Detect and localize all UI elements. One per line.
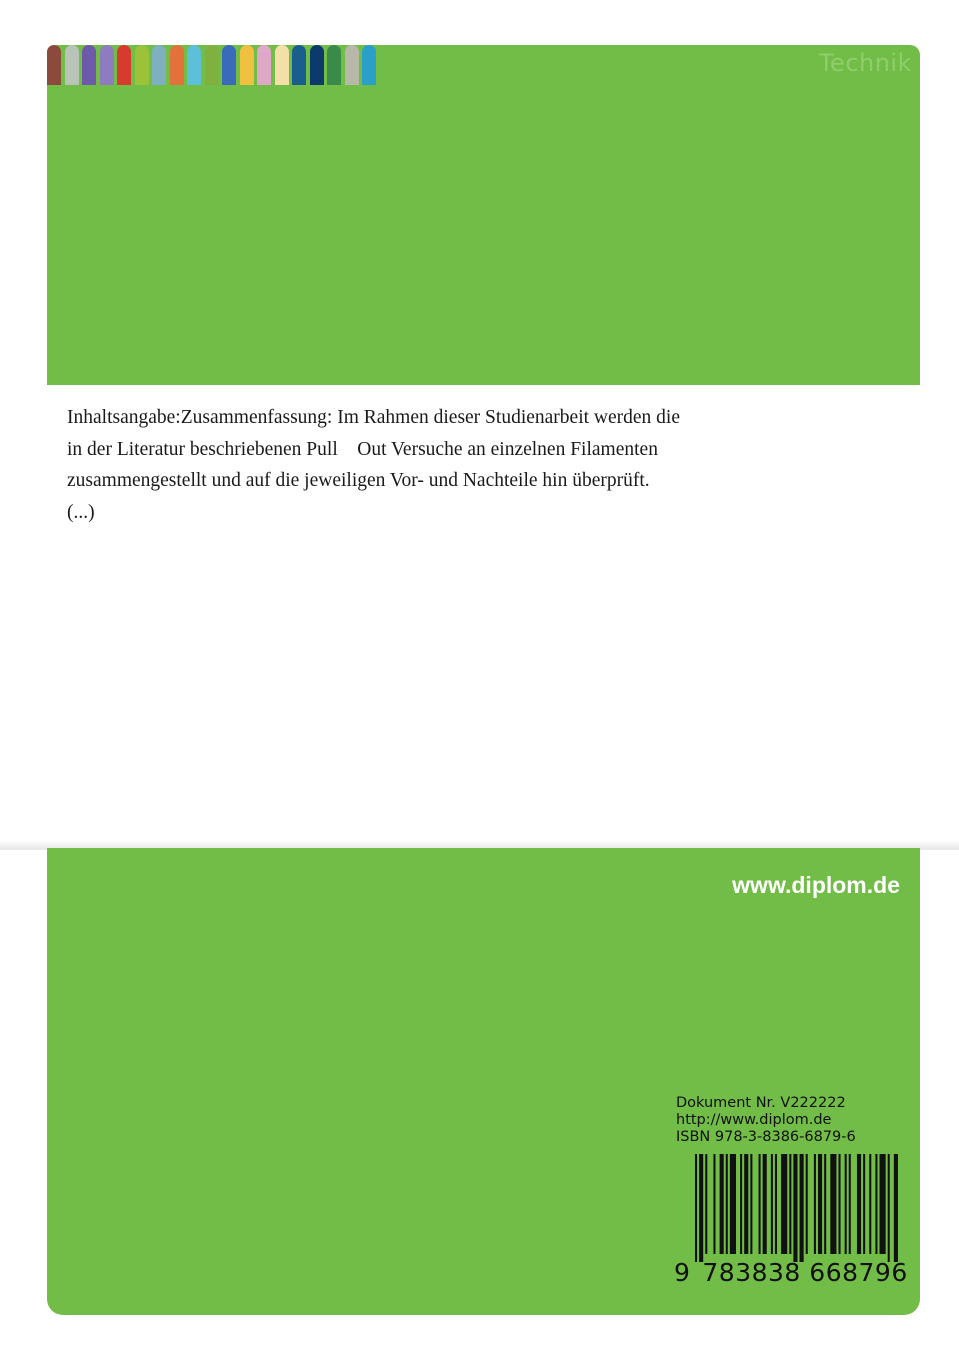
color-tab [100, 45, 114, 85]
barcode-bar [771, 1154, 773, 1254]
color-tab [135, 45, 149, 85]
color-tab [327, 45, 341, 85]
barcode-bar [713, 1154, 715, 1254]
isbn-barcode [695, 1154, 900, 1262]
publisher-url: http://www.diplom.de [676, 1112, 832, 1128]
barcode-bar [800, 1154, 804, 1262]
barcode-bar [726, 1154, 728, 1254]
barcode-bar [824, 1154, 826, 1254]
abstract-text [67, 402, 797, 528]
color-tab [362, 45, 376, 85]
barcode-bar [730, 1154, 736, 1254]
barcode-bar [740, 1154, 742, 1254]
barcode-bar [744, 1154, 748, 1254]
barcode-bar [793, 1154, 797, 1262]
barcode-bar [894, 1154, 898, 1262]
barcode-digits [674, 1258, 908, 1287]
barcode-bar [849, 1154, 851, 1254]
abstract-line: Inhaltsangabe:Zusammenfassung: Im Rahmen dieser Studienarbeit werden die [67, 407, 680, 428]
barcode-bar [763, 1154, 767, 1254]
abstract-line: in der Literatur beschriebenen Pull Out Versuche an einzelnen Filamenten [67, 438, 658, 460]
barcode-bar [845, 1154, 847, 1254]
barcode-bar [818, 1154, 822, 1254]
barcode-bar [814, 1154, 816, 1254]
barcode-bar [750, 1154, 752, 1254]
barcode-bar [875, 1154, 877, 1254]
barcode-bar [863, 1154, 865, 1254]
color-tab [275, 45, 289, 85]
barcode-bar [781, 1154, 787, 1254]
bottom-green-panel [47, 848, 920, 1315]
document-info [676, 1095, 856, 1146]
barcode-bar [880, 1154, 886, 1254]
category-label: Technik [818, 49, 912, 77]
abstract-line: zusammengestellt und auf die jeweiligen Vor- und Nachteile hin überprüft. [67, 470, 650, 491]
color-tab [205, 45, 219, 85]
abstract-line: (...) [67, 501, 95, 523]
barcode-bar [869, 1154, 871, 1254]
barcode-bar [806, 1154, 808, 1254]
color-tab [292, 45, 306, 85]
color-tab [152, 45, 166, 85]
barcode-bar [830, 1154, 836, 1254]
color-tab [240, 45, 254, 85]
barcode-lead-digit: 9 [674, 1258, 691, 1287]
barcode-bar [839, 1154, 841, 1254]
barcode-bar [759, 1154, 761, 1254]
color-tab [187, 45, 201, 85]
color-tab [170, 45, 184, 85]
color-tab [117, 45, 131, 85]
barcode-bar [775, 1154, 777, 1254]
color-tab [345, 45, 359, 85]
barcode-bar [695, 1154, 697, 1262]
color-tab [257, 45, 271, 85]
barcode-bar [888, 1154, 890, 1262]
barcode-bar [705, 1154, 707, 1254]
top-green-panel [47, 45, 920, 385]
color-tabs [47, 45, 380, 85]
barcode-bar [857, 1154, 861, 1254]
barcode-bar [699, 1154, 703, 1262]
color-tab [47, 45, 61, 85]
barcode-bar [789, 1154, 791, 1254]
color-tab [82, 45, 96, 85]
color-tab [65, 45, 79, 85]
isbn-number: ISBN 978-3-8386-6879-6 [676, 1129, 856, 1145]
publisher-website: www.diplom.de [732, 872, 900, 898]
barcode-main-digits: 783838 668796 [702, 1258, 908, 1287]
document-number: Dokument Nr. V222222 [676, 1095, 846, 1111]
barcode-bar [720, 1154, 724, 1254]
color-tab [222, 45, 236, 85]
color-tab [310, 45, 324, 85]
